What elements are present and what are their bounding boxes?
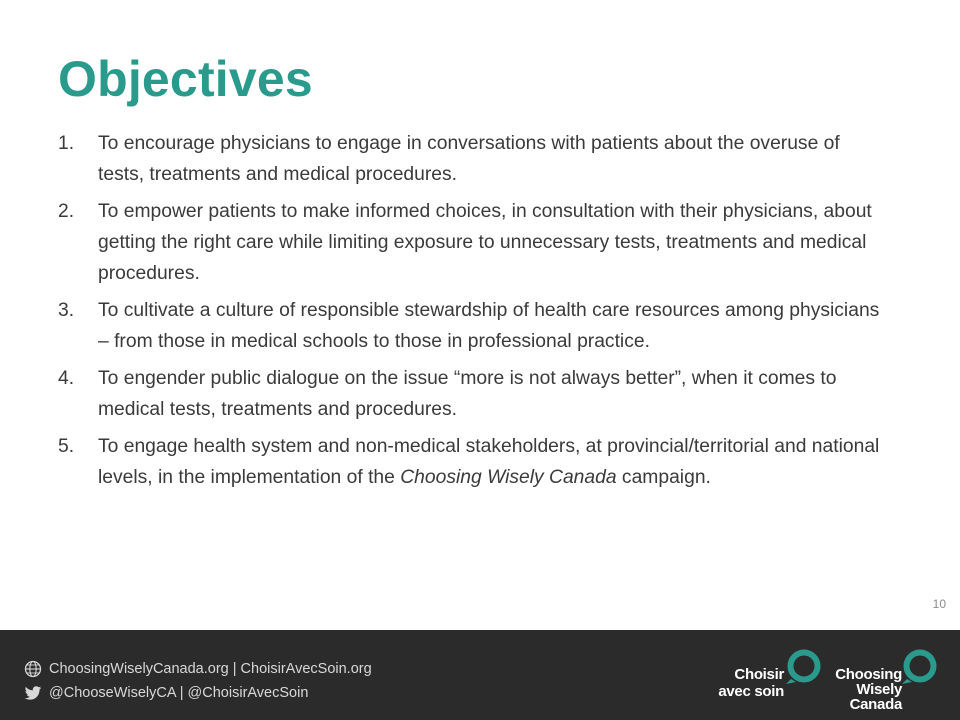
website-line (24, 660, 372, 678)
footer-bar (0, 630, 960, 720)
list-number: 1. (58, 133, 75, 154)
list-item (58, 128, 888, 190)
list-item (58, 363, 888, 425)
list-number: 5. (58, 436, 75, 457)
page-title: Objectives (58, 51, 313, 107)
list-text-part: To engage health system and non-medical stakeholders, at provincial/territorial and national levels, in the implementation of the (98, 436, 880, 488)
page-number: 10 (932, 597, 946, 611)
twitter-line (24, 684, 308, 702)
twitter-bird-icon (24, 684, 42, 702)
website-links[interactable]: ChoosingWiselyCanada.org | ChoisirAvecSoin.org (49, 661, 372, 677)
logo-text: Choisir (734, 666, 784, 683)
list-text: To engender public dialogue on the issue “more is not always better”, when it comes to medical tests, treatments and procedures. (98, 368, 837, 420)
list-item (58, 431, 888, 493)
logo-text: Choosing (835, 666, 902, 683)
logo-ring-icon (900, 646, 940, 686)
logo-text: Wisely (856, 681, 902, 698)
list-text: To encourage physicians to engage in conversations with patients about the overuse of tests, treatments and medical procedures. (98, 133, 840, 185)
choosing-wisely-canada-logo (830, 646, 940, 713)
list-number: 3. (58, 300, 75, 321)
list-text: To empower patients to make informed choices, in consultation with their physicians, about getting the right care while limiting exposure to unnecessary tests, treatments and medical procedures. (98, 201, 872, 284)
list-number: 2. (58, 201, 75, 222)
logo-text: Canada (849, 696, 902, 713)
list-text: To cultivate a culture of responsible stewardship of health care resources among physicians – from those in medical schools to those in professional practice. (98, 300, 880, 352)
choisir-avec-soin-logo (712, 646, 824, 708)
campaign-name: Choosing Wisely Canada (400, 467, 617, 488)
list-item (58, 295, 888, 357)
list-item (58, 196, 888, 289)
list-text-part: campaign. (616, 467, 711, 488)
globe-icon (24, 660, 42, 678)
logo-ring-icon (784, 646, 824, 686)
objectives-list (58, 128, 888, 499)
twitter-handles[interactable]: @ChooseWiselyCA | @ChoisirAvecSoin (49, 685, 309, 701)
logo-text: avec soin (718, 683, 784, 700)
list-text (98, 436, 879, 488)
list-number: 4. (58, 368, 75, 389)
